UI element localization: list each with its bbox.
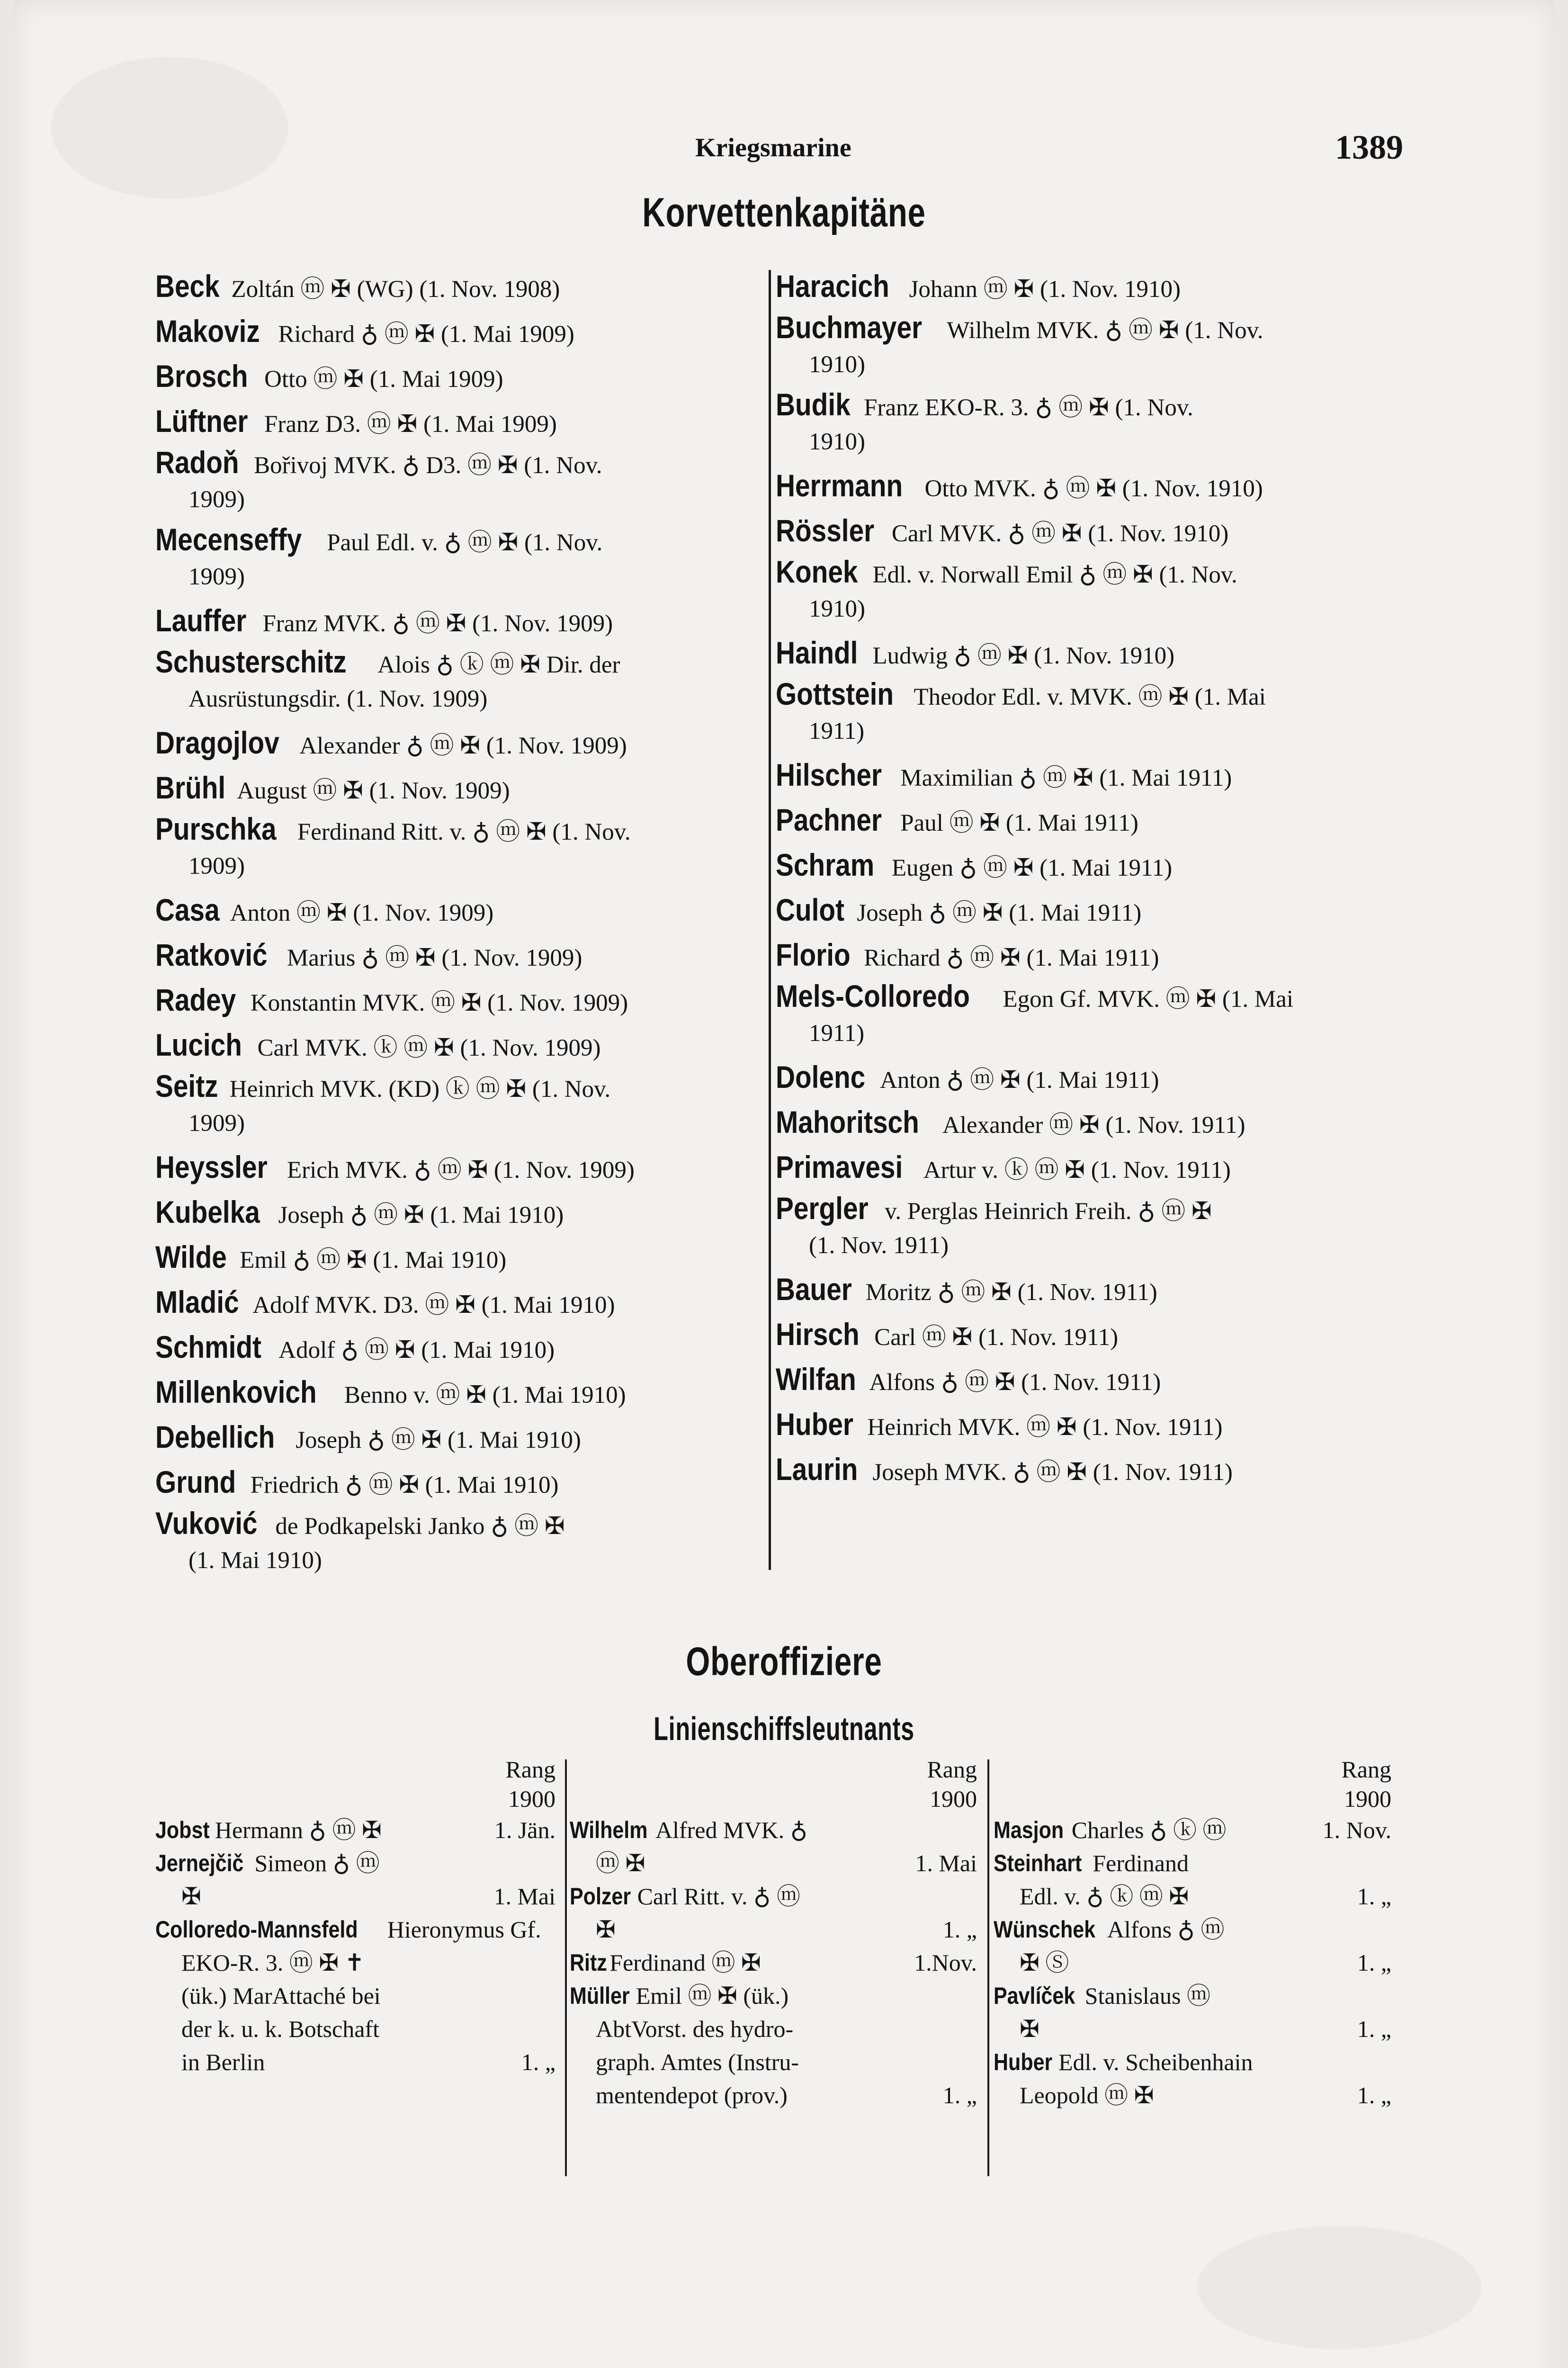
officer-details-continued: 1909) <box>188 853 245 879</box>
officer-surname: Vuković <box>155 1506 258 1541</box>
rank-date: 1. „ <box>1357 1949 1391 1976</box>
officer-surname: Dolenc <box>776 1059 866 1094</box>
officer-details: Carl MVK. ♁ ⓜ ✠ (1. Nov. 1910) <box>891 520 1229 547</box>
table-divider <box>565 1759 567 2176</box>
officer-surname: Jernejčič <box>155 1850 244 1876</box>
officer-entry <box>155 1506 766 1583</box>
officer-entry <box>776 1146 1391 1191</box>
officer-surname: Huber <box>994 2049 1053 2075</box>
officer-surname: Radey <box>155 982 236 1017</box>
officer-details: Richard ♁ ⓜ ✠ (1. Mai 1911) <box>864 945 1159 971</box>
officer-surname: Beck <box>155 269 220 304</box>
officer-details: Alfons ♁ ⓜ ✠ (1. Nov. 1911) <box>869 1369 1161 1396</box>
officer-details: Paul ⓜ ✠ (1. Mai 1911) <box>900 810 1138 836</box>
officer-details: Paul Edl. v. ♁ ⓜ ✠ (1. Nov. <box>327 529 603 556</box>
officer-surname: Gottstein <box>776 676 894 711</box>
officer-details: Marius ♁ ⓜ ✠ (1. Nov. 1909) <box>287 945 582 971</box>
officer-details-continued: 1909) <box>188 486 245 513</box>
officer-entry <box>776 465 1391 510</box>
rank-date: 1. „ <box>521 2049 556 2075</box>
officer-entry <box>776 677 1391 754</box>
officer-details: Benno v. ⓜ ✠ (1. Mai 1910) <box>344 1382 626 1408</box>
officer-surname: Haindl <box>776 635 858 670</box>
officer-details: Stanislaus ⓜ <box>1084 1982 1210 2009</box>
officer-entry <box>776 1448 1391 1493</box>
rang-header <box>570 1755 982 1813</box>
section-title-korvettenkapitaene: Korvettenkapitäne <box>642 190 926 235</box>
officer-entry <box>776 889 1391 934</box>
officer-row <box>994 1913 1396 1979</box>
rang-header <box>994 1755 1396 1813</box>
officer-details: Friedrich ♁ ⓜ ✠ (1. Mai 1910) <box>250 1472 559 1498</box>
officer-details: Charles ♁ ⓚ ⓜ <box>1071 1817 1227 1843</box>
column-divider <box>769 270 771 1570</box>
officer-entry <box>155 1326 766 1371</box>
officer-details: Richard ♁ ⓜ ✠ (1. Mai 1909) <box>278 321 574 348</box>
officer-details: in Berlin <box>181 2049 265 2075</box>
officer-entry <box>155 934 766 979</box>
officer-details: AbtVorst. des hydro- <box>596 2016 794 2042</box>
officer-surname: Budik <box>776 387 851 422</box>
officer-row-line <box>155 2045 560 2079</box>
officer-details: v. Perglas Heinrich Freih. ♁ ⓜ ✠ <box>885 1198 1212 1225</box>
officer-surname: Polzer <box>570 1883 631 1910</box>
rang-year: 1900 <box>508 1785 556 1812</box>
rank-date: 1. „ <box>1357 2016 1391 2042</box>
officer-entry <box>155 265 766 310</box>
officer-details: Alois ♁ ⓚ ⓜ ✠ Dir. der <box>377 652 620 678</box>
officer-row <box>155 1813 560 1847</box>
officer-rows <box>994 1813 1396 2112</box>
officer-row-line <box>155 1813 560 1847</box>
officer-details: ✠ <box>596 1916 616 1943</box>
officer-details: Heinrich MVK. ⓜ ✠ (1. Nov. 1911) <box>867 1414 1223 1441</box>
officer-details-continued: (1. Nov. 1911) <box>809 1232 949 1259</box>
officer-details-continued: 1910) <box>809 351 865 378</box>
officer-details: Bořivoj MVK. ♁ D3. ⓜ ✠ (1. Nov. <box>254 452 602 479</box>
officer-details: Konstantin MVK. ⓜ ✠ (1. Nov. 1909) <box>250 990 628 1016</box>
rang-label: Rang <box>927 1756 977 1783</box>
officer-row-line <box>994 2079 1396 2112</box>
officer-surname: Jobst <box>155 1817 210 1843</box>
officer-rows <box>570 1813 982 2112</box>
officer-surname: Laurin <box>776 1452 858 1487</box>
officer-row-line <box>994 2012 1396 2045</box>
officer-surname: Pergler <box>776 1191 869 1226</box>
officer-surname: Makoviz <box>155 314 260 349</box>
page-number: 1389 <box>1335 128 1403 166</box>
officer-row <box>155 1847 560 1913</box>
officer-details: Zoltán ⓜ ✠ (WG) (1. Nov. 1908) <box>231 276 560 303</box>
officer-entry <box>776 754 1391 799</box>
officer-details: Emil ⓜ ✠ (ük.) <box>636 1982 789 2009</box>
officer-surname: Herrmann <box>776 468 903 503</box>
officer-entry <box>155 1069 766 1146</box>
rank-date: 1. „ <box>942 2082 977 2108</box>
officer-details: Hermann ♁ ⓜ ✠ <box>215 1817 382 1843</box>
officer-row-line <box>570 2045 982 2079</box>
korvettenkapitaene-right-column <box>776 265 1391 1493</box>
officer-entry <box>776 1191 1391 1268</box>
officer-surname: Steinhart <box>994 1850 1082 1876</box>
officer-details: Alexander ⓜ ✠ (1. Nov. 1911) <box>942 1112 1245 1139</box>
officer-surname: Masjon <box>994 1817 1064 1843</box>
officer-row-line <box>570 2079 982 2112</box>
officer-surname: Mladić <box>155 1284 239 1319</box>
officer-details: Alfons ♁ ⓜ <box>1107 1916 1225 1943</box>
officer-details: Wilhelm MVK. ♁ ⓜ ✠ (1. Nov. <box>947 317 1263 344</box>
officer-details: Franz EKO-R. 3. ♁ ⓜ ✠ (1. Nov. <box>864 395 1193 421</box>
officer-details: ⓜ ✠ <box>596 1850 645 1876</box>
officer-entry <box>155 1191 766 1236</box>
officer-row <box>570 1880 982 1946</box>
rank-date: 1. Mai <box>493 1883 556 1910</box>
officer-details: Adolf ♁ ⓜ ✠ (1. Mai 1910) <box>278 1337 555 1363</box>
officer-details: Carl Ritt. v. ♁ ⓜ <box>637 1883 800 1910</box>
officer-details: ✠ <box>181 1883 201 1910</box>
officer-entry <box>155 522 766 600</box>
officer-details: ✠ Ⓢ <box>1020 1949 1069 1976</box>
rang-label: Rang <box>1341 1756 1391 1783</box>
officer-details-continued: 1911) <box>809 718 865 744</box>
officer-details: Alexander ♁ ⓜ ✠ (1. Nov. 1909) <box>299 733 627 759</box>
officer-surname: Hirsch <box>776 1317 860 1352</box>
officer-details: Joseph ♁ ⓜ ✠ (1. Mai 1910) <box>278 1202 564 1229</box>
officer-details: Artur v. ⓚ ⓜ ✠ (1. Nov. 1911) <box>923 1157 1231 1184</box>
officer-entry <box>776 1268 1391 1313</box>
officer-row <box>570 1979 982 2112</box>
running-head-title: Kriegsmarine <box>695 133 851 162</box>
officer-entry <box>155 767 766 812</box>
officer-row-line <box>994 1946 1396 1979</box>
officer-details: Franz MVK. ♁ ⓜ ✠ (1. Nov. 1909) <box>262 610 613 637</box>
officer-details-continued: 1909) <box>188 564 245 590</box>
rank-date: 1.Nov. <box>914 1949 977 1976</box>
officer-row-line <box>155 1946 560 1979</box>
officer-entry <box>155 600 766 645</box>
officer-row-line <box>570 1847 982 1880</box>
officer-entry <box>155 645 766 722</box>
officer-details: Carl MVK. ⓚ ⓜ ✠ (1. Nov. 1909) <box>257 1035 601 1061</box>
officer-row-line <box>994 1979 1396 2012</box>
officer-surname: Millenkovich <box>155 1374 317 1409</box>
officer-surname: Mahoritsch <box>776 1104 919 1139</box>
officer-details: Anton ⓜ ✠ (1. Nov. 1909) <box>230 900 494 926</box>
officer-entry <box>776 1358 1391 1403</box>
officer-details: der k. u. k. Botschaft <box>181 2016 379 2042</box>
officer-details: Egon Gf. MVK. ⓜ ✠ (1. Mai <box>1003 986 1294 1013</box>
officer-surname: Schusterschitz <box>155 644 347 679</box>
officer-entry <box>155 812 766 889</box>
officer-details: Alfred MVK. ♁ <box>655 1817 808 1843</box>
book-page <box>13 0 1555 2368</box>
officer-entry <box>155 1236 766 1281</box>
officer-surname: Ratković <box>155 937 268 972</box>
officer-row <box>155 1913 560 2079</box>
officer-details: Emil ♁ ⓜ ✠ (1. Mai 1910) <box>240 1247 507 1274</box>
officer-surname: Lüftner <box>155 404 248 439</box>
officer-details: mentendepot (prov.) <box>596 2082 788 2108</box>
officer-entry <box>776 844 1391 889</box>
officer-surname: Radoň <box>155 445 239 480</box>
officer-surname: Casa <box>155 892 220 927</box>
officer-entry <box>155 722 766 767</box>
officer-details-continued: 1909) <box>188 1110 245 1137</box>
officer-details: Leopold ⓜ ✠ <box>1020 2082 1154 2108</box>
officer-details: Moritz ♁ ⓜ ✠ (1. Nov. 1911) <box>865 1279 1157 1306</box>
officer-surname: Culot <box>776 892 845 927</box>
officer-row <box>570 1813 982 1880</box>
subsection-title-linienschiffsleutnants: Linienschiffsleutnants <box>654 1710 914 1747</box>
officer-surname: Müller <box>570 1982 630 2009</box>
officer-entry <box>776 979 1391 1056</box>
officer-details: Ferdinand ⓜ ✠ <box>609 1949 761 1976</box>
officer-entry <box>155 979 766 1024</box>
officer-entry <box>155 400 766 445</box>
officer-entry <box>776 934 1391 979</box>
officer-row-line <box>155 1913 560 1946</box>
officer-entry <box>776 310 1391 387</box>
officer-entry <box>155 889 766 934</box>
officer-details: graph. Amtes (Instru- <box>596 2049 799 2075</box>
officer-surname: Wünschek <box>994 1916 1096 1943</box>
officer-surname: Wilhelm <box>570 1817 648 1843</box>
officer-entry <box>776 1313 1391 1358</box>
officer-row-line <box>570 1946 982 1979</box>
officer-details: Edl. v. Norwall Emil ♁ ⓜ ✠ (1. Nov. <box>872 562 1237 588</box>
rang-year: 1900 <box>930 1785 977 1812</box>
officer-entry <box>155 355 766 400</box>
rank-date: 1. „ <box>942 1916 977 1943</box>
rang-label: Rang <box>505 1756 556 1783</box>
officer-surname: Mels-Colloredo <box>776 978 970 1014</box>
officer-table-column-3 <box>994 1755 1396 2112</box>
officer-entry <box>776 1403 1391 1448</box>
officer-row-line <box>994 1847 1396 1880</box>
officer-row-line <box>994 1880 1396 1913</box>
officer-rows <box>155 1813 560 2079</box>
officer-details-continued: (1. Mai 1910) <box>188 1547 322 1574</box>
officer-entry <box>776 510 1391 555</box>
officer-surname: Ritz <box>570 1949 607 1976</box>
officer-row <box>994 1847 1396 1913</box>
officer-surname: Brühl <box>155 770 226 805</box>
officer-details: Edl. v. Scheibenhain <box>1058 2049 1253 2075</box>
officer-surname: Wilde <box>155 1239 227 1274</box>
officer-row-line <box>570 1813 982 1847</box>
section-title-oberoffiziere: Oberoffiziere <box>686 1639 882 1684</box>
officer-details: Joseph ♁ ⓜ ✠ (1. Mai 1911) <box>857 900 1142 926</box>
officer-surname: Hilscher <box>776 757 882 792</box>
officer-surname: Schram <box>776 847 875 882</box>
officer-surname: Haracich <box>776 269 889 304</box>
rank-date: 1. „ <box>1357 2082 1391 2108</box>
officer-row-line <box>994 1813 1396 1847</box>
officer-details: EKO-R. 3. ⓜ ✠ ✝ <box>181 1949 365 1976</box>
officer-surname: Seitz <box>155 1068 218 1103</box>
officer-entry <box>776 1056 1391 1101</box>
officer-details: Adolf MVK. D3. ⓜ ✠ (1. Mai 1910) <box>252 1292 615 1319</box>
officer-surname: Rössler <box>776 513 875 548</box>
officer-details: Hieronymus Gf. <box>387 1916 541 1943</box>
officer-details: Joseph ♁ ⓜ ✠ (1. Mai 1910) <box>296 1427 581 1453</box>
officer-entry <box>155 1371 766 1416</box>
officer-surname: Bauer <box>776 1272 852 1307</box>
officer-surname: Grund <box>155 1464 236 1499</box>
officer-row <box>570 1946 982 1979</box>
officer-surname: Debellich <box>155 1419 275 1454</box>
officer-details: Heinrich MVK. (KD) ⓚ ⓜ ✠ (1. Nov. <box>229 1076 611 1103</box>
officer-surname: Dragojlov <box>155 725 279 760</box>
officer-surname: Kubelka <box>155 1194 260 1229</box>
officer-row-line <box>570 1913 982 1946</box>
rank-date: 1. Mai <box>915 1850 977 1876</box>
officer-details: Edl. v. ♁ ⓚ ⓜ ✠ <box>1020 1883 1189 1910</box>
officer-surname: Lauffer <box>155 603 247 638</box>
officer-entry <box>155 445 766 522</box>
officer-row-line <box>994 1913 1396 1946</box>
officer-entry <box>155 1461 766 1506</box>
officer-row-line <box>155 1880 560 1913</box>
officer-surname: Wilfan <box>776 1362 856 1397</box>
officer-surname: Brosch <box>155 359 248 394</box>
officer-row-line <box>570 2012 982 2045</box>
officer-entry <box>776 265 1391 310</box>
officer-entry <box>155 1024 766 1069</box>
officer-details: August ⓜ ✠ (1. Nov. 1909) <box>237 778 510 804</box>
officer-details: ✠ <box>1020 2016 1039 2042</box>
running-head <box>13 128 1555 170</box>
officer-row-line <box>155 1847 560 1880</box>
korvettenkapitaene-left-column <box>155 265 766 1583</box>
officer-surname: Lucich <box>155 1027 242 1062</box>
officer-entry <box>776 555 1391 632</box>
officer-entry <box>155 1416 766 1461</box>
rank-date: 1. „ <box>1357 1883 1391 1910</box>
officer-surname: Pavlíček <box>994 1982 1075 2009</box>
officer-entry <box>155 1281 766 1326</box>
officer-surname: Heyssler <box>155 1149 268 1184</box>
officer-details: de Podkapelski Janko ♁ ⓜ ✠ <box>275 1513 565 1540</box>
officer-details: Simeon ♁ ⓜ <box>254 1850 380 1876</box>
officer-details: Otto ⓜ ✠ (1. Mai 1909) <box>264 366 503 393</box>
officer-row <box>994 1979 1396 2045</box>
officer-details: Anton ♁ ⓜ ✠ (1. Mai 1911) <box>879 1067 1159 1094</box>
officer-surname: Primavesi <box>776 1149 903 1184</box>
officer-row-line <box>155 2012 560 2045</box>
officer-row-line <box>994 2045 1396 2079</box>
officer-details: Carl ⓜ ✠ (1. Nov. 1911) <box>874 1324 1119 1351</box>
officer-row-line <box>570 1880 982 1913</box>
officer-entry <box>155 1146 766 1191</box>
officer-details: (ük.) MarAttaché bei <box>181 1982 381 2009</box>
officer-entry <box>776 799 1391 844</box>
officer-surname: Florio <box>776 937 851 972</box>
officer-details-continued: 1911) <box>809 1020 865 1047</box>
officer-details: Theodor Edl. v. MVK. ⓜ ✠ (1. Mai <box>914 684 1266 710</box>
officer-surname: Mecenseffy <box>155 522 302 557</box>
officer-row-line <box>155 1979 560 2012</box>
officer-details: Otto MVK. ♁ ⓜ ✠ (1. Nov. 1910) <box>924 475 1263 502</box>
officer-surname: Buchmayer <box>776 310 923 345</box>
rang-header <box>155 1755 560 1813</box>
officer-entry <box>776 632 1391 677</box>
officer-details: Ludwig ♁ ⓜ ✠ (1. Nov. 1910) <box>872 643 1175 669</box>
paper-stain <box>1197 2226 1481 2349</box>
officer-details-continued: 1910) <box>809 596 865 622</box>
officer-details: Maximilian ♁ ⓜ ✠ (1. Mai 1911) <box>900 765 1232 791</box>
officer-details-continued: Ausrüstungsdir. (1. Nov. 1909) <box>188 686 488 712</box>
officer-row-line <box>570 1979 982 2012</box>
officer-details: Eugen ♁ ⓜ ✠ (1. Mai 1911) <box>891 855 1173 881</box>
officer-details: Ferdinand Ritt. v. ♁ ⓜ ✠ (1. Nov. <box>297 819 631 845</box>
officer-details: Joseph MVK. ♁ ⓜ ✠ (1. Nov. 1911) <box>872 1459 1233 1486</box>
rank-date: 1. Nov. <box>1322 1817 1391 1843</box>
officer-entry <box>776 1101 1391 1146</box>
rank-date: 1. Jän. <box>494 1817 556 1843</box>
officer-details: Ferdinand <box>1093 1850 1189 1876</box>
officer-details: Johann ⓜ ✠ (1. Nov. 1910) <box>909 276 1181 303</box>
officer-surname: Colloredo-Mannsfeld <box>155 1916 358 1943</box>
officer-details-continued: 1910) <box>809 429 865 455</box>
officer-surname: Purschka <box>155 811 277 846</box>
officer-surname: Konek <box>776 554 858 589</box>
officer-surname: Huber <box>776 1407 853 1442</box>
officer-surname: Schmidt <box>155 1329 261 1364</box>
table-divider <box>987 1759 989 2176</box>
officer-details: Erich MVK. ♁ ⓜ ✠ (1. Nov. 1909) <box>287 1157 635 1184</box>
officer-row <box>994 1813 1396 1847</box>
officer-entry <box>155 310 766 355</box>
officer-table-column-2 <box>570 1755 982 2112</box>
officer-surname: Pachner <box>776 802 882 837</box>
rang-year: 1900 <box>1344 1785 1391 1812</box>
officer-details: Franz D3. ⓜ ✠ (1. Mai 1909) <box>264 411 557 438</box>
officer-entry <box>776 387 1391 465</box>
officer-row <box>994 2045 1396 2112</box>
officer-table-column-1 <box>155 1755 560 2079</box>
